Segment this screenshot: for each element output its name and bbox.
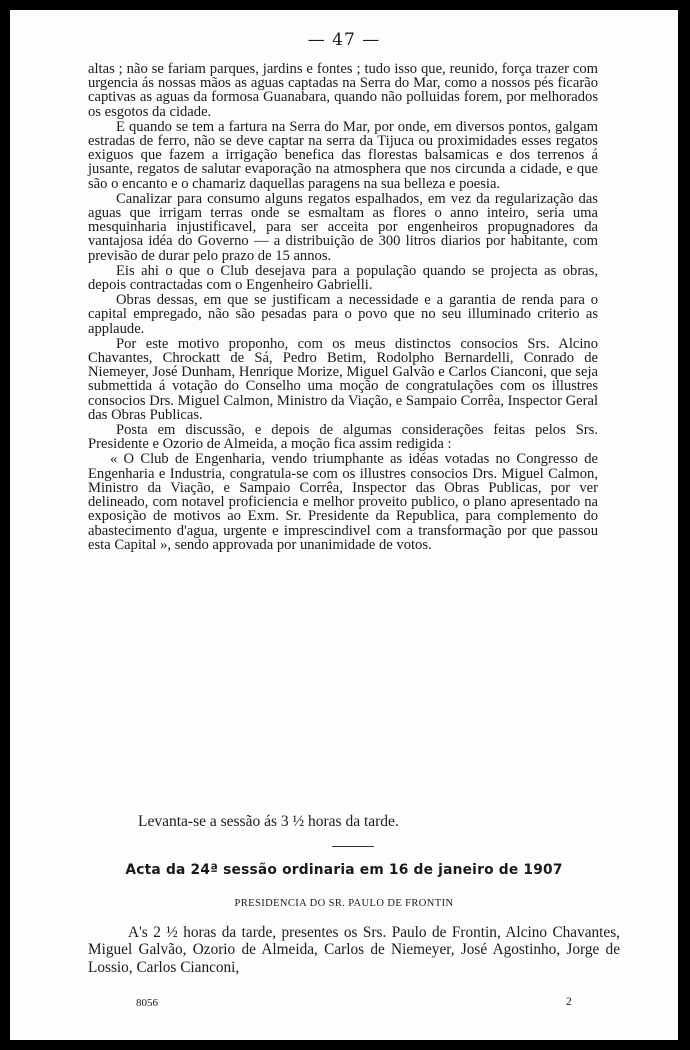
paragraph-8-motion-text: « O Club de Engenharia, vendo triumphante as idéas votadas no Congresso de Engenharia e Industria, congratula-se com os illustres consocios Drs. Miguel Calmon, Ministro da Viação, e Sampaio Corrêa, Inspector das Obras Publicas, por ver delineado, com notavel proficiencia e melhor proveito publico, o plano apresentado na exposição de motivos ao Exm. Sr. Presidente da Republica, para complemento do abastecimento d'agua, urgente e imprescindivel com a transformação por que passou esta Capital », sendo approvada por unanimidade de votos. bbox=[88, 451, 598, 553]
paragraph-1: altas ; não se fariam parques, jardins e fontes ; tudo isso que, reunido, força trazer com urgencia ás nossas mãos as aguas captadas na Serra do Mar, como a nossos pés ficarão captivas as aguas da formosa Guanabara, quando não polluidas forem, por melhorados os esgotos da cidade. bbox=[88, 61, 598, 120]
section-divider bbox=[332, 846, 374, 847]
footer-sheet-number: 2 bbox=[566, 996, 572, 1008]
paragraph-5: Obras dessas, em que se justificam a necessidade e a garantia de renda para o capital empregado, não são pesadas para o povo que no seu illuminado criterio as applaude. bbox=[88, 292, 598, 337]
page-number: — 47 — bbox=[307, 30, 381, 50]
paragraph-3: Canalizar para consumo alguns regatos espalhados, em vez da regularização das aguas que irrigam terras onde se esmaltam as flores o anno inteiro, seria uma mesquinharia injustificavel, para ser acceita por engenheiros propugnadores da vantajosa idéa do Governo — a distribuição de 300 litros diarios por habitante, com previsão de durar pelo prazo de 15 annos. bbox=[88, 190, 598, 264]
closing-line: Levanta-se a sessão ás 3 ½ horas da tarde. bbox=[138, 813, 399, 830]
footer-signature-number: 8056 bbox=[136, 997, 158, 1009]
document-page bbox=[10, 10, 678, 1040]
presidencia-heading: PRESIDENCIA DO SR. PAULO DE FRONTIN bbox=[234, 898, 454, 909]
main-text bbox=[88, 62, 598, 553]
paragraph-7: Posta em discussão, e depois de algumas considerações feitas pelos Srs. Presidente e Ozorio de Almeida, a moção fica assim redigida : bbox=[88, 422, 598, 453]
paragraph-4: Eis ahi o que o Club desejava para a população quando se projecta as obras, depois contractadas com o Engenheiro Gabrielli. bbox=[88, 262, 598, 294]
paragraph-2: E quando se tem a fartura na Serra do Mar, por onde, em diversos pontos, galgam estradas de ferro, não se deve captar na serra da Tijuca ou proximidades esses regatos exiguos que fazem a irrigação benefica das florestas balsamicas e dos terrenos á jusante, regatos de salutar evaporação na atmosphera que nos circunda a cidade, e que são o encanto e o chamariz daquellas paragens na sua belleza e poesia. bbox=[88, 118, 598, 192]
paragraph-6: Por este motivo proponho, com os meus distinctos consocios Srs. Alcino Chavantes, Chrockatt de Sá, Pedro Betim, Rodolpho Bernardelli, Conrado de Niemeyer, José Dunham, Henrique Morize, Miguel Galvão e Carlos Cianconi, que seja submettida á votação do Conselho uma moção de congratulações com os illustres consocios Drs. Miguel Calmon, Ministro da Viação, e Sampaio Corrêa, Inspector Geral das Obras Publicas. bbox=[88, 335, 598, 423]
final-paragraph: A's 2 ½ horas da tarde, presentes os Srs. Paulo de Frontin, Alcino Chavantes, Miguel Galvão, Ozorio de Almeida, Carlos de Niemeyer, José Agostinho, Jorge de Lossio, Carlos Cianconi, bbox=[88, 924, 620, 976]
acta-title: Acta da 24ª sessão ordinaria em 16 de janeiro de 1907 bbox=[125, 862, 563, 878]
